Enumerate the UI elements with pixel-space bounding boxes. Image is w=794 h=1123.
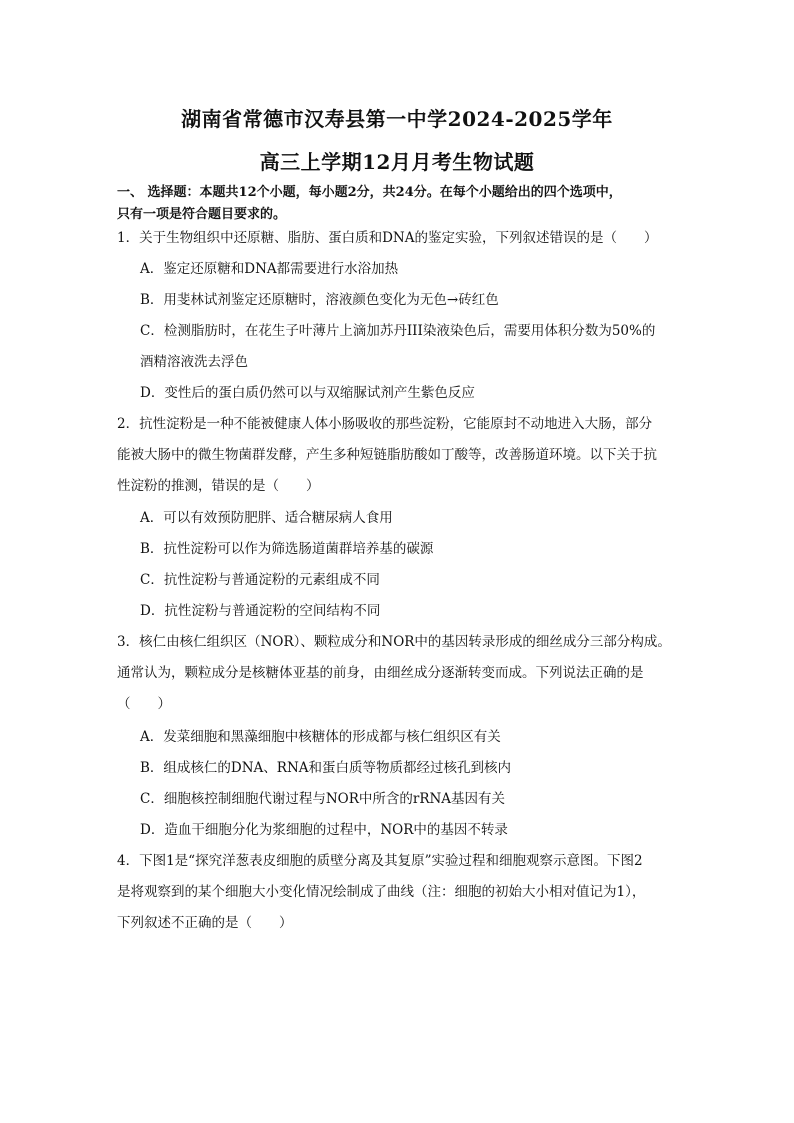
section-heading-line: 只有一项是符合题目要求的。 [117, 207, 287, 222]
question-2-option-d: D．抗性淀粉与普通淀粉的空间结构不同 [140, 603, 381, 619]
question-3-stem: （ ） [117, 696, 171, 712]
question-4-stem: 是将观察到的某个细胞大小变化情况绘制成了曲线（注：细胞的初始大小相对值记为1）， [117, 884, 646, 900]
page-title-line1: 湖南省常德市汉寿县第一中学2024-2025学年 [181, 107, 613, 131]
question-3-stem: 3．核仁由核仁组织区（NOR）、颗粒成分和NOR中的基因转录形成的细丝成分三部分构成。 [117, 634, 671, 650]
question-2-option-b: B．抗性淀粉可以作为筛选肠道菌群培养基的碳源 [140, 541, 434, 557]
question-1-option-d: D．变性后的蛋白质仍然可以与双缩脲试剂产生紫色反应 [140, 385, 475, 401]
question-1-stem: 1．关于生物组织中还原糖、脂肪、蛋白质和DNA的鉴定实验，下列叙述错误的是（ ） [117, 230, 658, 246]
question-3-stem: 通常认为，颗粒成分是核糖体亚基的前身，由细丝成分逐渐转变而成。下列说法正确的是 [117, 665, 644, 681]
question-3-option-d: D．造血干细胞分化为浆细胞的过程中，NOR中的基因不转录 [140, 822, 508, 838]
question-4-stem: 下列叙述不正确的是（ ） [117, 915, 293, 931]
section-heading [117, 182, 692, 226]
question-3-option-b: B．组成核仁的DNA、RNA和蛋白质等物质都经过核孔到核内 [140, 760, 512, 776]
page-title-line2: 高三上学期12月月考生物试题 [259, 150, 535, 174]
question-3-option-a: A．发菜细胞和黑藻细胞中核糖体的形成都与核仁组织区有关 [140, 729, 501, 745]
question-3-option-c: C．细胞核控制细胞代谢过程与NOR中所含的rRNA基因有关 [140, 791, 506, 807]
question-2-stem: 能被大肠中的微生物菌群发酵，产生多种短链脂肪酸如丁酸等，改善肠道环境。以下关于抗 [117, 447, 657, 463]
section-heading-line: 一、 选择题：本题共12个小题，每小题2分，共24分。在每个小题给出的四个选项中， [117, 185, 622, 200]
question-1-option-a: A．鉴定还原糖和DNA都需要进行水浴加热 [140, 261, 399, 277]
question-1-option-c-cont: 酒精溶液洗去浮色 [140, 354, 248, 370]
question-4-stem: 4．下图1是“探究洋葱表皮细胞的质壁分离及其复原”实验过程和细胞观察示意图。下图2 [117, 853, 643, 869]
question-2-option-a: A．可以有效预防肥胖、适合糖尿病人食用 [140, 510, 393, 526]
question-1-option-b: B．用斐林试剂鉴定还原糖时，溶液颜色变化为无色→砖红色 [140, 292, 499, 308]
question-1-option-c: C．检测脂肪时，在花生子叶薄片上滴加苏丹III染液染色后，需要用体积分数为50%的 [140, 323, 656, 339]
question-2-option-c: C．抗性淀粉与普通淀粉的元素组成不同 [140, 572, 380, 588]
question-2-stem: 性淀粉的推测，错误的是（ ） [117, 478, 320, 494]
question-2-stem: 2．抗性淀粉是一种不能被健康人体小肠吸收的那些淀粉，它能原封不动地进入大肠，部分 [117, 416, 653, 432]
